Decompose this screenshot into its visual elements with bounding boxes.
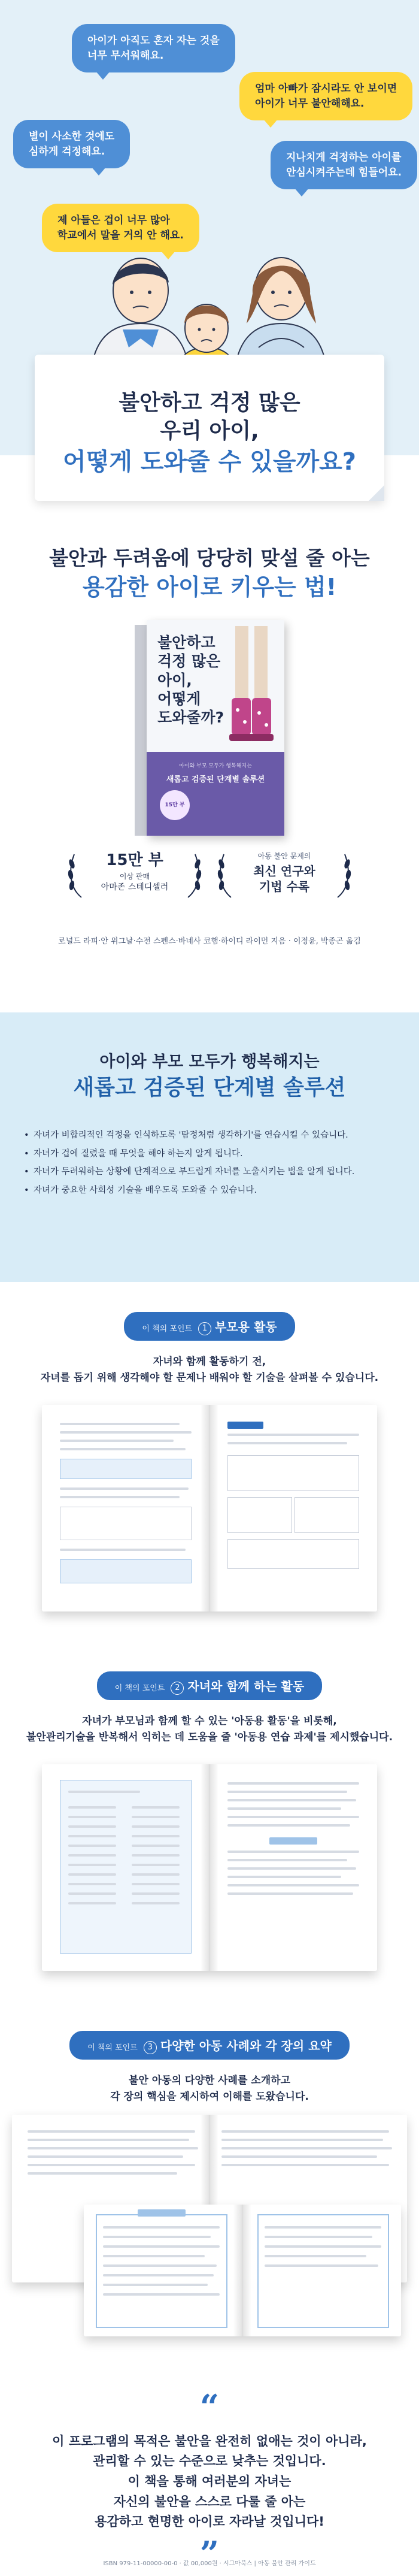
close-quote-icon: ” [199,2533,220,2574]
closing-quote-line: 이 책을 통해 여러분의 자녀는 [127,2474,292,2489]
book-cover [135,620,284,836]
book-credits: 로널드 라피·안 위그날·수전 스펜스·바네사 코햄·하이디 라이먼 지음 · 이정윤, 박종곤 옮김 [58,937,361,946]
stat-sales [66,851,204,894]
point-description-line: 불안관리기술을 반복해서 익히는 데 도움을 줄 '아동용 연습 과제'를 제시했습니다. [26,1731,393,1744]
solution-item: • 자녀가 겁에 질렸을 때 무엇을 해야 하는지 알게 됩니다. [24,1145,395,1163]
point-number-icon: 2 [171,1682,184,1695]
closing-quote [0,2432,419,2532]
hero-card-headline: 어떻게 도와줄 수 있을까요? [62,448,357,476]
book-intro-section [0,455,419,1012]
point-description [0,2073,419,2105]
closing-quote-line: 이 프로그램의 목적은 불안을 완전히 없애는 것이 아니라, [52,2433,367,2448]
solution-item: • 자녀가 비합리적인 걱정을 인식하도록 '탐정처럼 생각하기'를 연습시킬 수 있습니다. [24,1126,395,1144]
hero-card-line: 우리 아이, [160,418,259,443]
speech-bubble: 제 아들은 겁이 너무 많아 학교에서 말을 거의 안 해요. [42,204,199,252]
point-number-icon: 3 [144,2041,157,2054]
point-pill [69,2031,350,2060]
speech-bubble: 별이 사소한 것에도 심하게 걱정해요. [13,120,130,168]
point-pill [124,1312,294,1341]
hero-card-line: 불안하고 걱정 많은 [119,391,300,415]
closing-quote-line: 자신의 불안을 스스로 다룰 줄 아는 [113,2494,306,2509]
point-section-3 [0,2001,419,2360]
book-title: 불안하고 걱정 많은 아이, 어떻게 도와줄까? [157,634,224,726]
solution-headline: 새롭고 검증된 단계별 솔루션 [73,1075,346,1100]
point-label: 이 책의 포인트 [142,1325,193,1334]
point-description-line: 각 장의 핵심을 제시하여 이해를 도왔습니다. [110,2091,309,2103]
intro-subtitle: 불안과 두려움에 당당히 맞설 줄 아는 [49,546,370,570]
point-label: 이 책의 포인트 [87,2043,138,2052]
solution-item: • 자녀가 두려워하는 상황에 단계적으로 부드럽게 자녀를 노출시키는 법을 알게 됩니다. [24,1163,395,1181]
point-section-2 [0,1641,419,2001]
point-number-icon: 1 [198,1322,211,1335]
book-spread-preview [42,1405,377,1611]
speech-bubble: 엄마 아빠가 잠시라도 안 보이면 아이가 너무 불안해해요. [239,72,412,120]
point-description [0,1354,419,1386]
speech-bubble: 아이가 아직도 혼자 자는 것을 너무 무서워해요. [72,24,235,72]
stats-row [0,851,419,917]
point-pill [97,1671,322,1700]
stat-research-line: 최신 연구와 [253,864,315,878]
stat-research-caption: 아동 불안 문제의 [257,852,311,860]
closing-quote-line: 용감하고 현명한 아이로 자라날 것입니다! [95,2514,324,2529]
speech-bubble: 지나치게 걱정하는 아이를 안심시켜주는데 힘들어요. [271,141,417,189]
stat-sales-caption: 아마존 스테디셀러 [101,882,169,892]
stat-sales-number: 15만 부 [106,851,163,869]
point-title: 자녀와 함께 하는 활동 [187,1679,305,1694]
book-band-subtitle: 아이와 부모 모두가 행복해지는 [179,763,252,769]
point-description [0,1713,419,1746]
laurel-icon [335,852,353,899]
closing-quote-line: 관리할 수 있는 수준으로 낮추는 것입니다. [93,2454,326,2469]
stat-research [215,851,353,894]
solution-section [0,1012,419,1282]
point-description-line: 자녀를 돕기 위해 생각해야 할 문제나 배워야 할 기술을 살펴볼 수 있습니다. [40,1372,379,1384]
child-legs-illustration [224,626,278,746]
solution-list [0,1126,419,1199]
book-front [147,620,284,836]
point-title: 부모용 활동 [215,1320,277,1334]
point-label: 이 책의 포인트 [114,1684,165,1693]
stat-research-line: 기법 수록 [259,879,310,894]
publisher-footer: ISBN 979-11-00000-00-0 · 값 00,000원 · 시그마북스 | 아동 불안 관리 가이드 [103,2560,316,2567]
sales-badge: 15만 부 [160,790,190,820]
point-description-line: 불안 아동의 다양한 사례를 소개하고 [128,2075,290,2087]
point-section-1 [0,1282,419,1641]
intro-headline: 용감한 아이로 키우는 법! [82,573,337,600]
book-spine [135,625,147,836]
hero-question-card [35,355,384,501]
page-fold-corner [369,485,384,501]
book-spread-preview [84,2205,401,2336]
book-spread-preview [42,1764,377,1971]
solution-headline-top: 아이와 부모 모두가 행복해지는 [99,1053,320,1071]
laurel-icon [215,852,233,899]
book-cover-band [147,752,284,836]
stat-sales-unit: 이상 판매 [119,872,150,881]
point-description-line: 자녀와 함께 활동하기 전, [153,1356,266,1368]
open-quote-icon: “ [199,2387,220,2427]
point-description-line: 자녀가 부모님과 함께 할 수 있는 '아동용 활동'을 비롯해, [82,1715,337,1727]
laurel-icon [186,852,204,899]
laurel-icon [66,852,84,899]
point-title: 다양한 아동 사례와 각 장의 요약 [160,2039,332,2053]
solution-item: • 자녀가 중요한 사회성 기술을 배우도록 도와줄 수 있습니다. [24,1181,395,1199]
hero-section [0,0,419,476]
book-band-title: 새롭고 검증된 단계별 솔루션 [166,775,265,784]
